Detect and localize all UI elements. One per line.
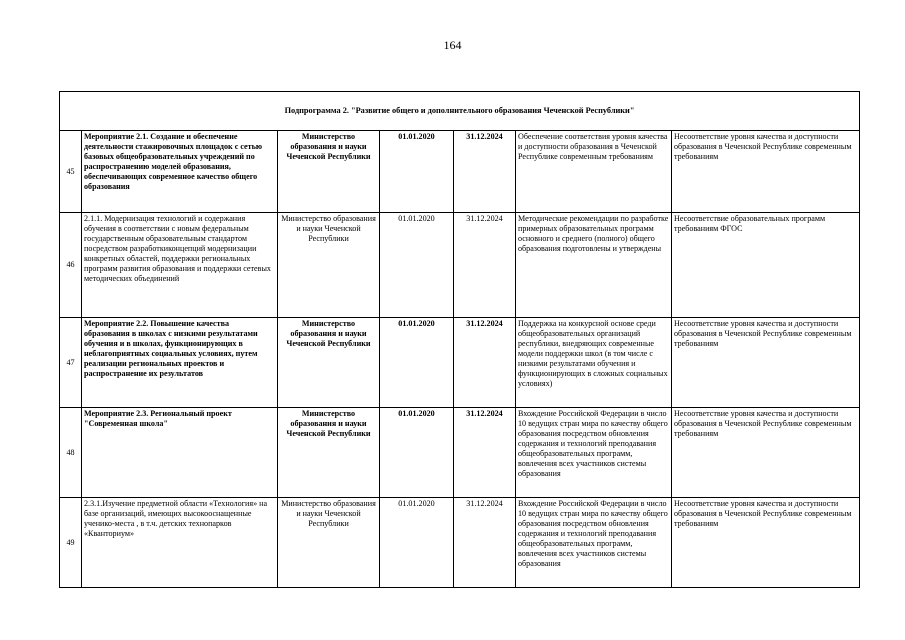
measure-cell: 2.3.1.Изучение предметной области «Технология» на базе организаций, имеющих высокооснащенные ученико-места , в т.ч. детских технопарков «Кванториум» [82, 498, 278, 588]
start-date-cell: 01.01.2020 [380, 131, 454, 213]
consequence-cell: Несоответствие уровня качества и доступности образования в Чеченской Республике современным требованиям [672, 408, 860, 498]
subprogram-title: Подпрограмма 2. "Развитие общего и дополнительного образования Чеченской Республики" [60, 92, 860, 131]
start-date-cell: 01.01.2020 [380, 318, 454, 408]
end-date-cell: 31.12.2024 [454, 213, 516, 318]
row-number: 45 [60, 131, 82, 213]
consequence-cell: Несоответствие уровня качества и доступности образования в Чеченской Республике современным требованиям [672, 131, 860, 213]
row-number: 48 [60, 408, 82, 498]
executor-cell: Министерство образования и науки Чеченской Республики [278, 498, 380, 588]
result-cell: Обеспечение соответствия уровня качества и доступности образования в Чеченской Республике современным требованиям [516, 131, 672, 213]
row-number: 47 [60, 318, 82, 408]
end-date-cell: 31.12.2024 [454, 131, 516, 213]
table-row [60, 498, 860, 588]
measure-cell: Мероприятие 2.3. Региональный проект "Современная школа" [82, 408, 278, 498]
result-cell: Вхождение Российской Федерации в число 10 ведущих стран мира по качеству общего образования посредством обновления содержания и технологий преподавания общеобразовательных программ, вовлечения всех участников системы образования [516, 408, 672, 498]
table-row [60, 131, 860, 213]
table-row [60, 408, 860, 498]
end-date-cell: 31.12.2024 [454, 318, 516, 408]
executor-cell: Министерство образования и науки Чеченской Республики [278, 408, 380, 498]
page-number: 164 [443, 38, 462, 52]
table-row [60, 318, 860, 408]
measure-cell: Мероприятие 2.1. Создание и обеспечение деятельности стажировочных площадок с сетью базовых общеобразовательных учреждений по распространению моделей образования, обеспечивающих современное качество общего образования [82, 131, 278, 213]
end-date-cell: 31.12.2024 [454, 498, 516, 588]
row-number: 49 [60, 498, 82, 588]
consequence-cell: Несоответствие образовательных программ требованиям ФГОС [672, 213, 860, 318]
end-date-cell: 31.12.2024 [454, 408, 516, 498]
row-number: 46 [60, 213, 82, 318]
program-table [59, 91, 860, 588]
subprogram-header-row [60, 92, 860, 131]
measure-cell: Мероприятие 2.2. Повышение качества образования в школах с низкими результатами обучения и в школах, функционирующих в неблагоприятных социальных условиях, путем реализации региональных проектов и распространение их результатов [82, 318, 278, 408]
executor-cell: Министерство образования и науки Чеченской Республики [278, 213, 380, 318]
result-cell: Поддержка на конкурсной основе среди общеобразовательных организаций республики, внедряющих современные модели поддержки школ (в том числе с низкими результатами обучения и функционирующих в сложных социальных условиях) [516, 318, 672, 408]
result-cell: Вхождение Российской Федерации в число 10 ведущих стран мира по качеству общего образования посредством обновления содержания и технологий преподавания общеобразовательных программ, вовлечения всех участников системы образования [516, 498, 672, 588]
table-row [60, 213, 860, 318]
executor-cell: Министерство образования и науки Чеченской Республики [278, 318, 380, 408]
start-date-cell: 01.01.2020 [380, 213, 454, 318]
result-cell: Методические рекомендации по разработке примерных образовательных программ основного и среднего (полного) общего образования подготовлены и утверждены [516, 213, 672, 318]
consequence-cell: Несоответствие уровня качества и доступности образования в Чеченской Республике современным требованиям [672, 318, 860, 408]
consequence-cell: Несоответствие уровня качества и доступности образования в Чеченской Республике современным требованиям [672, 498, 860, 588]
measure-cell: 2.1.1. Модернизация технологий и содержания обучения в соответствии с новым федеральным государственным образовательным стандартом посредством разработкиконцепций модернизации конкретных областей, поддержки региональных программ развития образования и поддержки сетевых методических объединений [82, 213, 278, 318]
start-date-cell: 01.01.2020 [380, 498, 454, 588]
executor-cell: Министерство образования и науки Чеченской Республики [278, 131, 380, 213]
start-date-cell: 01.01.2020 [380, 408, 454, 498]
